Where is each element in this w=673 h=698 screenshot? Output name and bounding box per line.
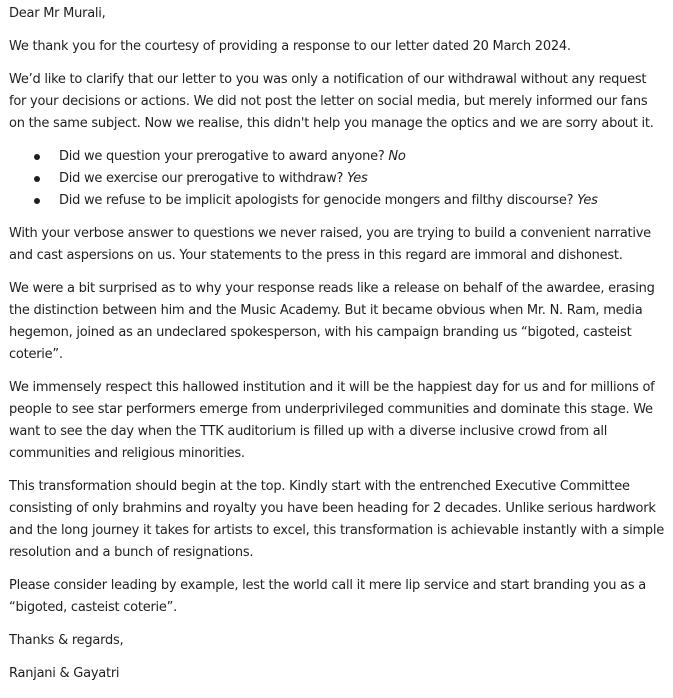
paragraph-line: “bigoted, casteist coterie”. <box>9 600 178 615</box>
paragraph-surprise <box>9 278 671 366</box>
paragraph-line: and the long journey it takes for artists to excel, this transformation is achievable instantly with a simple <box>9 523 664 538</box>
paragraph-line: resolution and a bunch of resignations. <box>9 545 254 560</box>
paragraph-line: We’d like to clarify that our letter to you was only a notification of our withdrawal without any request <box>9 72 647 87</box>
bullet-icon <box>34 154 40 160</box>
bullet-icon <box>34 176 40 182</box>
paragraph-line: coterie”. <box>9 347 63 362</box>
paragraph-respect <box>9 377 671 465</box>
letter-body <box>9 3 671 696</box>
paragraph-line: communities and religious minorities. <box>9 446 245 461</box>
paragraph-line: the distinction between him and the Music Academy. But it became obvious when Mr. N. Ram, media <box>9 303 643 318</box>
paragraph-transformation <box>9 476 671 564</box>
answer-text: Yes <box>347 171 368 186</box>
salutation: Dear Mr Murali, <box>9 6 106 21</box>
list-item <box>9 190 671 212</box>
paragraph-line: Please consider leading by example, lest the world call it mere lip service and start branding you as a <box>9 578 647 593</box>
paragraph-line: We immensely respect this hallowed institution and it will be the happiest day for us and for millions of <box>9 380 655 395</box>
paragraph-line: consisting of only brahmins and royalty you have been heading for 2 decades. Unlike serious hardwork <box>9 501 656 516</box>
question-list <box>9 146 671 212</box>
list-item <box>9 168 671 190</box>
paragraph-thanks: We thank you for the courtesy of providing a response to our letter dated 20 March 2024. <box>9 39 571 54</box>
bullet-icon <box>34 198 40 204</box>
paragraph-lead-by-example <box>9 575 671 619</box>
paragraph-verbose-answer <box>9 223 671 267</box>
paragraph-line: want to see the day when the TTK auditorium is filled up with a diverse inclusive crowd from all <box>9 424 608 439</box>
question-text: Did we question your prerogative to award anyone? <box>59 149 389 164</box>
answer-text: No <box>388 149 406 164</box>
paragraph-line: We were a bit surprised as to why your response reads like a release on behalf of the awardee, erasing <box>9 281 655 296</box>
paragraph-line: people to see star performers emerge from underprivileged communities and dominate this stage. We <box>9 402 653 417</box>
signature: Ranjani & Gayatri <box>9 666 120 681</box>
question-text: Did we exercise our prerogative to withdraw? <box>59 171 348 186</box>
answer-text: Yes <box>577 193 598 208</box>
paragraph-clarification <box>9 69 671 135</box>
paragraph-line: for your decisions or actions. We did not post the letter on social media, but merely informed our fans <box>9 94 648 109</box>
paragraph-line: and cast aspersions on us. Your statements to the press in this regard are immoral and dishonest. <box>9 248 623 263</box>
paragraph-line: This transformation should begin at the top. Kindly start with the entrenched Executive Committee <box>9 479 630 494</box>
paragraph-line: on the same subject. Now we realise, this didn't help you manage the optics and we are sorry about it. <box>9 116 654 131</box>
paragraph-line: hegemon, joined as an undeclared spokesperson, with his campaign branding us “bigoted, casteist <box>9 325 632 340</box>
question-text: Did we refuse to be implicit apologists for genocide mongers and filthy discourse? <box>59 193 578 208</box>
paragraph-line: With your verbose answer to questions we never raised, you are trying to build a convenient narrative <box>9 226 651 241</box>
closing: Thanks & regards, <box>9 633 124 648</box>
list-item <box>9 146 671 168</box>
